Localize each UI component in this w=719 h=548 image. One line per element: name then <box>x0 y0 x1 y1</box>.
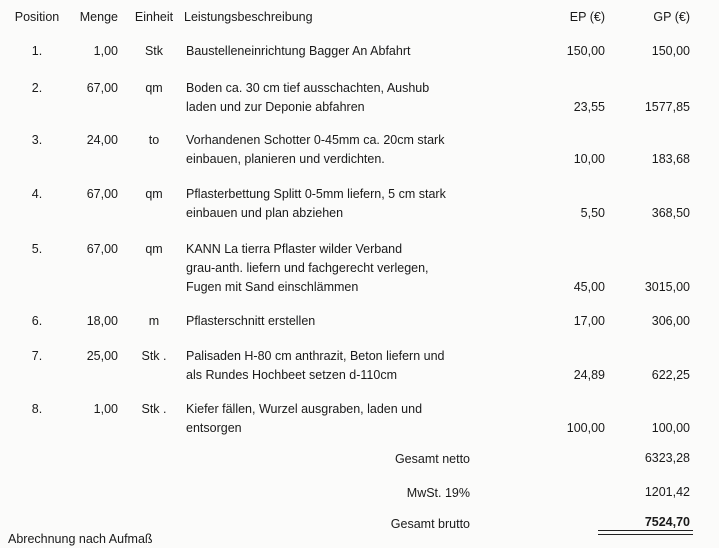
position-cell: 3. <box>31 133 43 147</box>
gp-cell: 100,00 <box>651 421 690 435</box>
description-line: Fugen mit Sand einschlämmen <box>186 280 359 294</box>
position-cell: 6. <box>31 314 43 328</box>
description-line: laden und zur Deponie abfahren <box>186 100 365 114</box>
gp-cell: 306,00 <box>651 314 690 328</box>
description-line: grau-anth. liefern und fachgerecht verlegen, <box>186 261 429 275</box>
description-line: Vorhandenen Schotter 0-45mm ca. 20cm stark <box>186 133 445 147</box>
position-cell: 1. <box>31 44 43 58</box>
einheit-cell: Stk . <box>141 349 167 363</box>
total-netto-value: 6323,28 <box>644 451 690 465</box>
ep-cell: 23,55 <box>573 100 605 114</box>
description-line: KANN La tierra Pflaster wilder Verband <box>186 242 403 256</box>
description-line: entsorgen <box>186 421 242 435</box>
menge-cell: 67,00 <box>86 81 118 95</box>
position-cell: 5. <box>31 242 43 256</box>
header-gp: GP (€) <box>653 10 690 24</box>
header-beschreibung: Leistungsbeschreibung <box>184 10 313 24</box>
mwst-value: 1201,42 <box>644 485 690 499</box>
gp-cell: 1577,85 <box>644 100 690 114</box>
menge-cell: 67,00 <box>86 242 118 256</box>
menge-cell: 1,00 <box>93 44 118 58</box>
description-line: einbauen und plan abziehen <box>186 206 344 220</box>
gp-cell: 183,68 <box>651 152 690 166</box>
header-ep: EP (€) <box>569 10 605 24</box>
menge-cell: 67,00 <box>86 187 118 201</box>
einheit-cell: to <box>148 133 160 147</box>
description-line: einbauen, planieren und verdichten. <box>186 152 385 166</box>
ep-cell: 24,89 <box>573 368 605 382</box>
position-cell: 8. <box>31 402 43 416</box>
description-line: Pflasterschnitt erstellen <box>186 314 316 328</box>
description-line: Baustelleneinrichtung Bagger An Abfahrt <box>186 44 411 58</box>
einheit-cell: qm <box>145 81 163 95</box>
header-menge: Menge <box>79 10 118 24</box>
total-brutto-value: 7524,70 <box>644 515 690 529</box>
menge-cell: 18,00 <box>86 314 118 328</box>
header-position: Position <box>14 10 60 24</box>
description-line: Boden ca. 30 cm tief ausschachten, Aushub <box>186 81 430 95</box>
total-brutto-label: Gesamt brutto <box>390 517 470 531</box>
description-line: Pflasterbettung Splitt 0-5mm liefern, 5 cm stark <box>186 187 446 201</box>
menge-cell: 1,00 <box>93 402 118 416</box>
position-cell: 4. <box>31 187 43 201</box>
description-line: als Rundes Hochbeet setzen d-110cm <box>186 368 397 382</box>
ep-cell: 5,50 <box>580 206 605 220</box>
header-einheit: Einheit <box>134 10 174 24</box>
position-cell: 2. <box>31 81 43 95</box>
gp-cell: 368,50 <box>651 206 690 220</box>
gp-cell: 622,25 <box>651 368 690 382</box>
gp-cell: 150,00 <box>651 44 690 58</box>
menge-cell: 25,00 <box>86 349 118 363</box>
ep-cell: 100,00 <box>566 421 605 435</box>
description-line: Palisaden H-80 cm anthrazit, Beton liefern und <box>186 349 445 363</box>
description-line: Kiefer fällen, Wurzel ausgraben, laden und <box>186 402 423 416</box>
einheit-cell: Stk <box>144 44 164 58</box>
footer-note: Abrechnung nach Aufmaß <box>8 532 153 546</box>
ep-cell: 45,00 <box>573 280 605 294</box>
double-underline <box>598 530 693 535</box>
ep-cell: 10,00 <box>573 152 605 166</box>
ep-cell: 17,00 <box>573 314 605 328</box>
ep-cell: 150,00 <box>566 44 605 58</box>
einheit-cell: qm <box>145 187 163 201</box>
mwst-label: MwSt. 19% <box>406 486 470 500</box>
einheit-cell: qm <box>145 242 163 256</box>
position-cell: 7. <box>31 349 43 363</box>
total-netto-label: Gesamt netto <box>394 452 470 466</box>
gp-cell: 3015,00 <box>644 280 690 294</box>
einheit-cell: Stk . <box>141 402 167 416</box>
einheit-cell: m <box>148 314 160 328</box>
menge-cell: 24,00 <box>86 133 118 147</box>
